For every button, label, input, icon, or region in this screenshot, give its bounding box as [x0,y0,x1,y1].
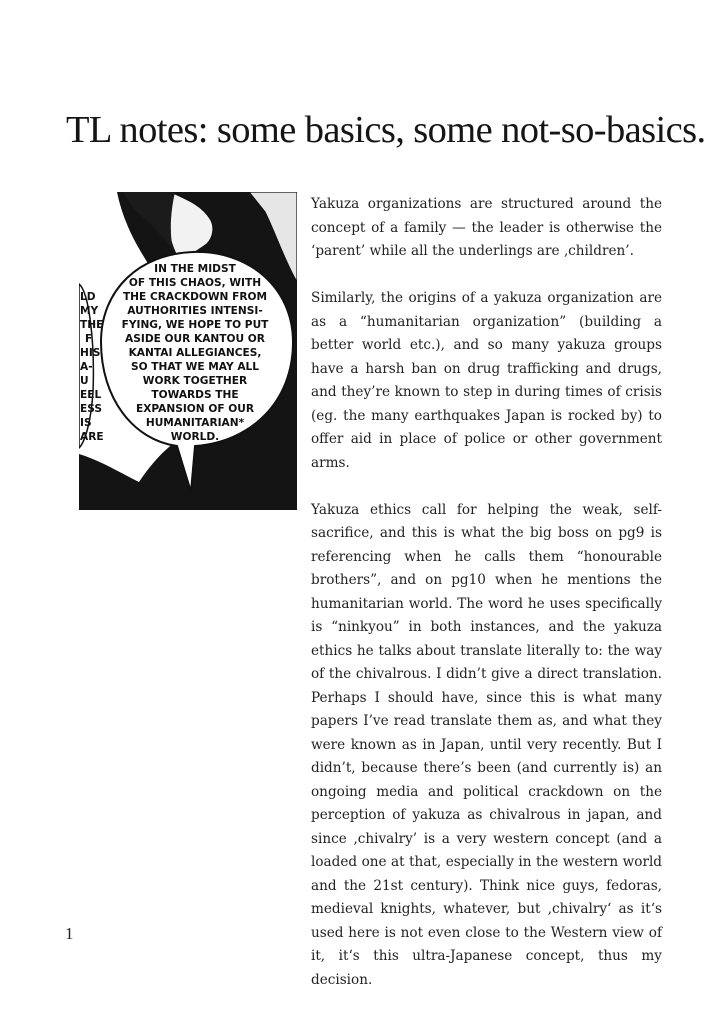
edge-fragment: IS [80,417,92,429]
edge-fragment: EEL [80,389,102,401]
bubble-line: ASIDE OUR KANTOU OR [125,333,265,345]
edge-fragment: HIS [80,347,101,359]
edge-fragment: U [80,375,89,387]
edge-fragment: MY [80,305,99,317]
paragraph-humanitarian-origins: Similarly, the origins of a yakuza organization are as a “humanitarian organization” (building a better world etc.), and so many yakuza groups have a harsh ban on drug trafficking and drugs, and they’re known to step in during times of crisis (eg. the many earthquakes Japan is rocked by) to offer aid in place of police or other government arms. [311,290,662,471]
edge-fragment: ESS [80,403,103,415]
edge-fragment: A- [80,361,93,373]
bubble-line: FYING, WE HOPE TO PUT [121,319,269,331]
edge-fragment: ARE [80,431,104,443]
bubble-line: TOWARDS THE [151,389,239,401]
edge-fragment: THE [80,319,104,331]
bubble-line: THE CRACKDOWN FROM [122,291,268,303]
paragraph-ninkyou-ethics: Yakuza ethics call for helping the weak, self-sacrifice, and this is what the big boss on pg9 is referencing when he calls them “honourable brothers”, and on pg10 when he mentions the humanitarian world. The word he uses specifically is “ninkyou” in both instances, and the yakuza ethics he talks about translate literally to: the way of the chivalrous. I didn’t give a direct translation. Perhaps I should have, since this is what many papers I’ve read translate them as, and what they were known as in Japan, until very recently. But I didn’t, because there’s been (and currently is) an ongoing media and political crackdown on the perception of yakuza as chivalrous in japan, and since ‚chivalry’ is a very western concept (and a loaded one at that, especially in the western world and the 21st century). Think nice guys, fedoras, medieval knights, whatever, but ‚chivalry‘ as it‘s used here is not even close to the Western view of it, it‘s this ultra-Japanese concept, thus my decision. [311,501,662,988]
page-number: 1 [65,924,74,943]
bubble-line: WORLD. [170,431,220,443]
paragraph-family-structure: Yakuza organizations are structured around the concept of a family — the leader is otherwise the ‘parent’ while all the underlings are ‚children’. [311,196,662,259]
bubble-line: HUMANITARIAN* [145,417,245,429]
bubble-line: EXPANSION OF OUR [135,403,255,415]
bubble-line: OF THIS CHAOS, WITH [128,277,262,289]
notes-body [311,193,662,1016]
bubble-line: IN THE MIDST [154,263,236,275]
bubble-line: WORK TOGETHER [142,375,248,387]
manga-panel-image [79,192,297,510]
page-title: TL notes: some basics, some not-so-basics. [66,109,706,151]
bubble-line: AUTHORITIES INTENSI- [127,305,263,317]
edge-fragment: F [85,333,93,345]
edge-fragment: LD [80,291,96,303]
bubble-line: SO THAT WE MAY ALL [130,361,260,373]
bubble-line: KANTAI ALLEGIANCES, [128,347,262,359]
